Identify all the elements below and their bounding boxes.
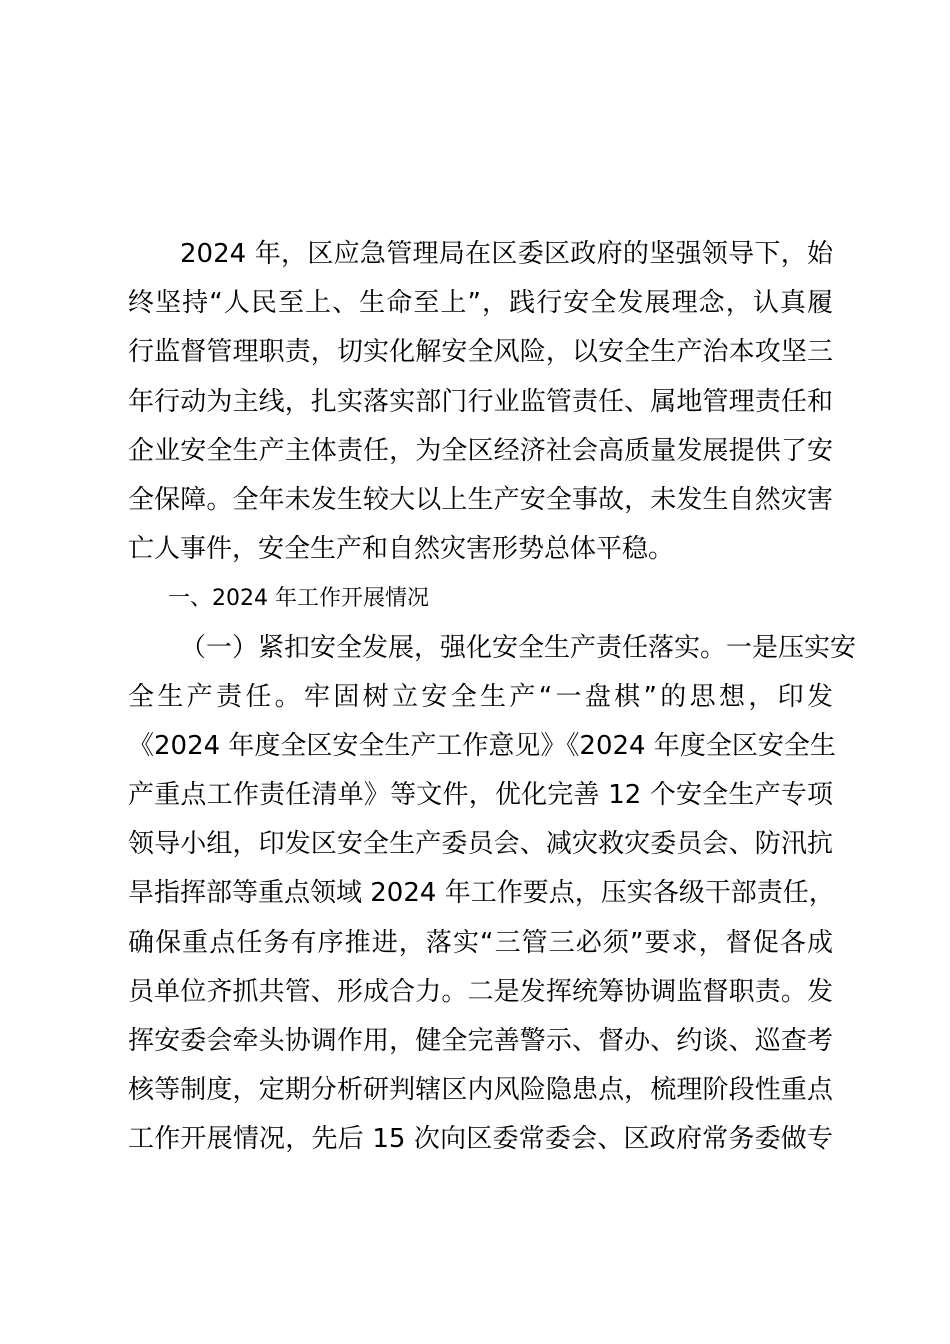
paragraph-line: 亡人事件，安全生产和自然灾害形势总体平稳。 bbox=[128, 534, 675, 565]
paragraph-line: 全生产责任。牢固树立安全生产“一盘棋”的思想，印发 bbox=[128, 681, 833, 712]
paragraph-line: 领导小组，印发区安全生产委员会、减灾救灾委员会、防汛抗 bbox=[128, 829, 833, 860]
paragraph-line: 核等制度，定期分析研判辖区内风险隐患点，梳理阶段性重点 bbox=[128, 1075, 833, 1106]
document-body bbox=[128, 230, 857, 1165]
paragraph-line: 产重点工作责任清单》等文件，优化完善 12 个安全生产专项 bbox=[128, 780, 833, 811]
paragraph-line: 确保重点任务有序推进，落实“三管三必须”要求，督促各成 bbox=[128, 927, 833, 958]
paragraph-line: 2024 年，区应急管理局在区委区政府的坚强领导下，始 bbox=[180, 239, 833, 269]
paragraph-line: 全保障。全年未发生较大以上生产安全事故，未发生自然灾害 bbox=[128, 484, 833, 515]
paragraph-line: 年行动为主线，扎实落实部门行业监管责任、属地管理责任和 bbox=[128, 386, 833, 417]
paragraph-line: 《2024 年度全区安全生产工作意见》《2024 年度全区安全生 bbox=[128, 730, 836, 761]
paragraph-line: （一）紧扣安全发展，强化安全生产责任落实。一是压实安 bbox=[180, 632, 857, 663]
paragraph-line: 员单位齐抓共管、形成合力。二是发挥统筹协调监督职责。发 bbox=[128, 976, 833, 1007]
paragraph-line: 挥安委会牵头协调作用，健全完善警示、督办、约谈、巡查考 bbox=[128, 1026, 833, 1056]
paragraph-line: 企业安全生产主体责任，为全区经济社会高质量发展提供了安 bbox=[128, 435, 833, 466]
paragraph-line: 工作开展情况，先后 15 次向区委常委会、区政府常务委做专 bbox=[128, 1124, 833, 1155]
paragraph-intro bbox=[128, 230, 833, 574]
section-heading: 一、2024 年工作开展情况 bbox=[168, 586, 429, 612]
paragraph-line: 行监督管理职责，切实化解安全风险，以安全生产治本攻坚三 bbox=[128, 337, 833, 368]
paragraph-line: 旱指挥部等重点领域 2024 年工作要点，压实各级干部责任， bbox=[128, 878, 835, 909]
paragraph-line: 终坚持“人民至上、生命至上”，践行安全发展理念，认真履 bbox=[128, 288, 833, 319]
paragraph-responsibility bbox=[128, 624, 857, 1165]
